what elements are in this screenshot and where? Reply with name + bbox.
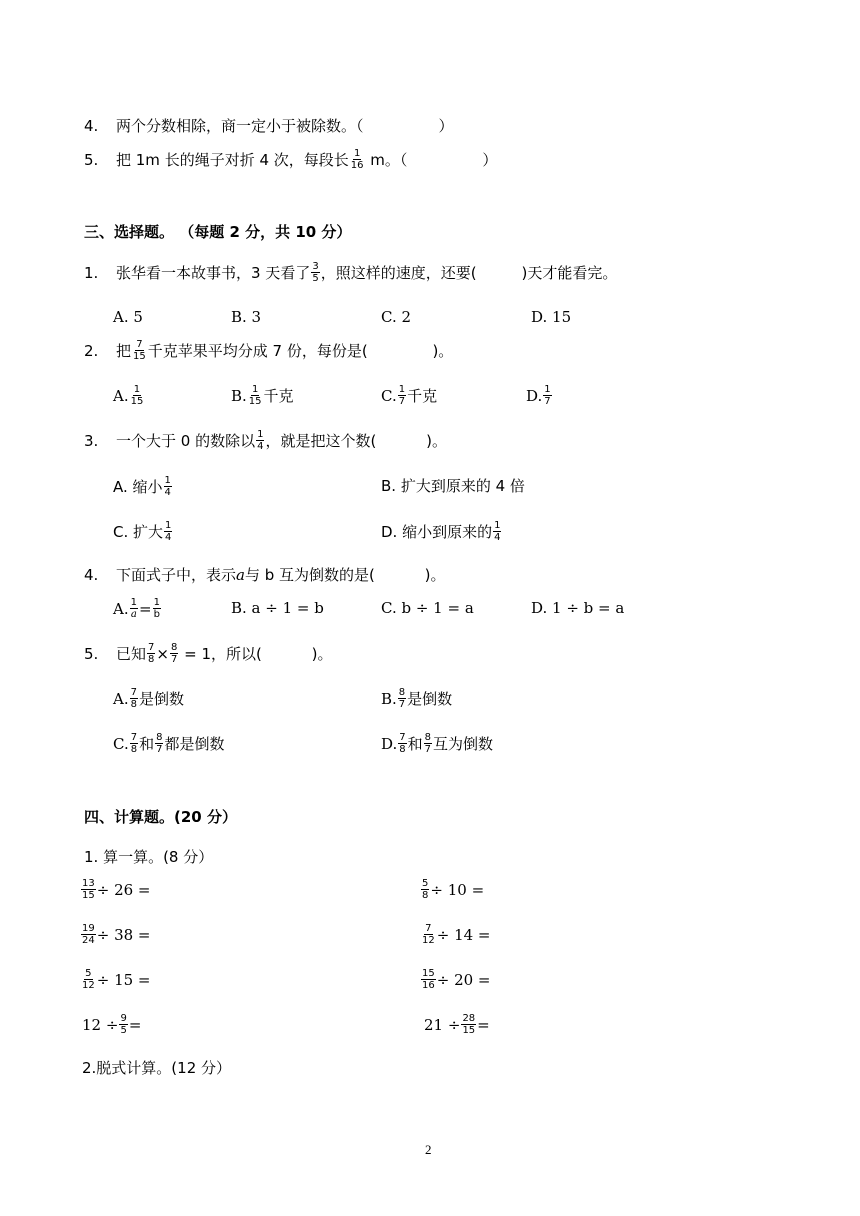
option-b: B. 3 <box>231 308 262 326</box>
option-d: D. 15 <box>531 308 572 326</box>
fraction: $\frac{7}{8}$ <box>130 687 137 710</box>
calc-item: $\frac{5}{8}$ ÷ 10 = <box>422 878 485 901</box>
fraction: $\frac{1}{16}$ <box>350 148 364 171</box>
fraction: $\frac{13}{15}$ <box>82 878 95 901</box>
option-b: B. 扩大到原来的 4 倍 <box>381 477 525 495</box>
fraction: $\frac{19}{24}$ <box>82 923 95 946</box>
fraction: $\frac{1}{4}$ <box>165 520 172 543</box>
section-title-choice: 三、选择题。 （每题 2 分，共 10 分） <box>84 223 352 241</box>
calc-item: 21 ÷ $\frac{28}{15}$ = <box>424 1013 490 1036</box>
calc-item: $\frac{13}{15}$ ÷ 26 = <box>82 878 151 901</box>
choice-question-1: 1. 张华看一本故事书，3 天看了 $\frac{3}{5}$ ，照这样的速度，还要( )天才能看完。 <box>84 261 618 284</box>
option-b: B. $\frac{8}{7}$ 是倒数 <box>381 687 453 710</box>
fraction: $\frac{1}{a}$ <box>130 597 137 620</box>
fraction: $\frac{7}{15}$ <box>133 339 146 362</box>
fraction: $\frac{1}{15}$ <box>130 384 144 407</box>
fraction: $\frac{7}{12}$ <box>422 923 435 946</box>
fraction: $\frac{1}{4}$ <box>257 429 264 452</box>
calc-item: $\frac{15}{16}$ ÷ 20 = <box>422 968 491 991</box>
option-a: A. $\frac{1}{a}$ = $\frac{1}{b}$ <box>113 597 160 620</box>
fraction: $\frac{5}{8}$ <box>422 878 429 901</box>
option-a: A. 缩小 $\frac{1}{4}$ <box>113 475 171 498</box>
fraction: $\frac{3}{5}$ <box>312 261 319 284</box>
option-a: A. 5 <box>113 308 143 326</box>
fraction: $\frac{8}{7}$ <box>398 687 406 710</box>
fraction: $\frac{1}{4}$ <box>494 520 501 543</box>
fraction: $\frac{1}{15}$ <box>248 384 262 407</box>
page-number: 2 <box>425 1142 432 1157</box>
calc-item: $\frac{19}{24}$ ÷ 38 = <box>82 923 151 946</box>
fraction: $\frac{1}{4}$ <box>164 475 171 498</box>
section-title-calc: 四、计算题。(20 分） <box>84 808 237 826</box>
option-d: D. 缩小到原来的 $\frac{1}{4}$ <box>381 520 501 543</box>
fraction: $\frac{8}{7}$ <box>424 732 432 755</box>
option-a: A. $\frac{7}{8}$ 是倒数 <box>113 687 184 710</box>
option-d: D. 1 ÷ b = a <box>531 599 625 617</box>
option-d: D. $\frac{7}{8}$ 和 $\frac{8}{7}$ 互为倒数 <box>381 732 494 755</box>
option-c: C. 扩大 $\frac{1}{4}$ <box>113 520 172 543</box>
fraction: $\frac{1}{7}$ <box>398 384 406 407</box>
choice-question-3: 3. 一个大于 0 的数除以 $\frac{1}{4}$ ，就是把这个数( )。 <box>84 429 447 452</box>
choice-question-5: 5. 已知 $\frac{7}{8}$ × $\frac{8}{7}$ = 1，所以( )。 <box>84 642 333 665</box>
fraction: $\frac{15}{16}$ <box>422 968 435 991</box>
option-c: C. 2 <box>381 308 412 326</box>
choice-question-4: 4. 下面式子中，表示a与 b 互为倒数的是( )。 <box>84 566 446 584</box>
fraction: $\frac{7}{8}$ <box>148 642 155 665</box>
option-d: D. $\frac{1}{7}$ <box>526 384 551 407</box>
fraction: $\frac{9}{5}$ <box>120 1013 127 1036</box>
fraction: $\frac{8}{7}$ <box>170 642 178 665</box>
fraction: $\frac{7}{8}$ <box>130 732 138 755</box>
option-b: B. $\frac{1}{15}$ 千克 <box>231 384 294 407</box>
fraction: $\frac{7}{8}$ <box>399 732 406 755</box>
fraction: $\frac{5}{12}$ <box>82 968 95 991</box>
fraction: $\frac{28}{15}$ <box>462 1013 476 1036</box>
calc-item: $\frac{5}{12}$ ÷ 15 = <box>82 968 151 991</box>
calc-subtitle-2: 2.脱式计算。(12 分） <box>82 1059 232 1077</box>
option-c: C. $\frac{7}{8}$ 和 $\frac{8}{7}$ 都是倒数 <box>113 732 225 755</box>
option-a: A. $\frac{1}{15}$ <box>113 384 144 407</box>
judge-question-5: 5. 把 1m 长的绳子对折 4 次，每段长 $\frac{1}{16}$ m。（ ） <box>84 148 498 171</box>
option-c: C. b ÷ 1 = a <box>381 599 474 617</box>
option-c: C. $\frac{1}{7}$ 千克 <box>381 384 438 407</box>
fraction: $\frac{8}{7}$ <box>156 732 163 755</box>
calc-item: 12 ÷ $\frac{9}{5}$ = <box>82 1013 142 1036</box>
calc-item: $\frac{7}{12}$ ÷ 14 = <box>422 923 491 946</box>
fraction: $\frac{1}{b}$ <box>153 597 160 620</box>
option-b: B. a ÷ 1 = b <box>231 599 324 617</box>
judge-question-4: 4. 两个分数相除，商一定小于被除数。（ ） <box>84 117 454 135</box>
choice-question-2: 2. 把 $\frac{7}{15}$ 千克苹果平均分成 7 份，每份是( )。 <box>84 339 454 362</box>
calc-subtitle-1: 1. 算一算。(8 分） <box>84 848 214 866</box>
fraction: $\frac{1}{7}$ <box>544 384 551 407</box>
